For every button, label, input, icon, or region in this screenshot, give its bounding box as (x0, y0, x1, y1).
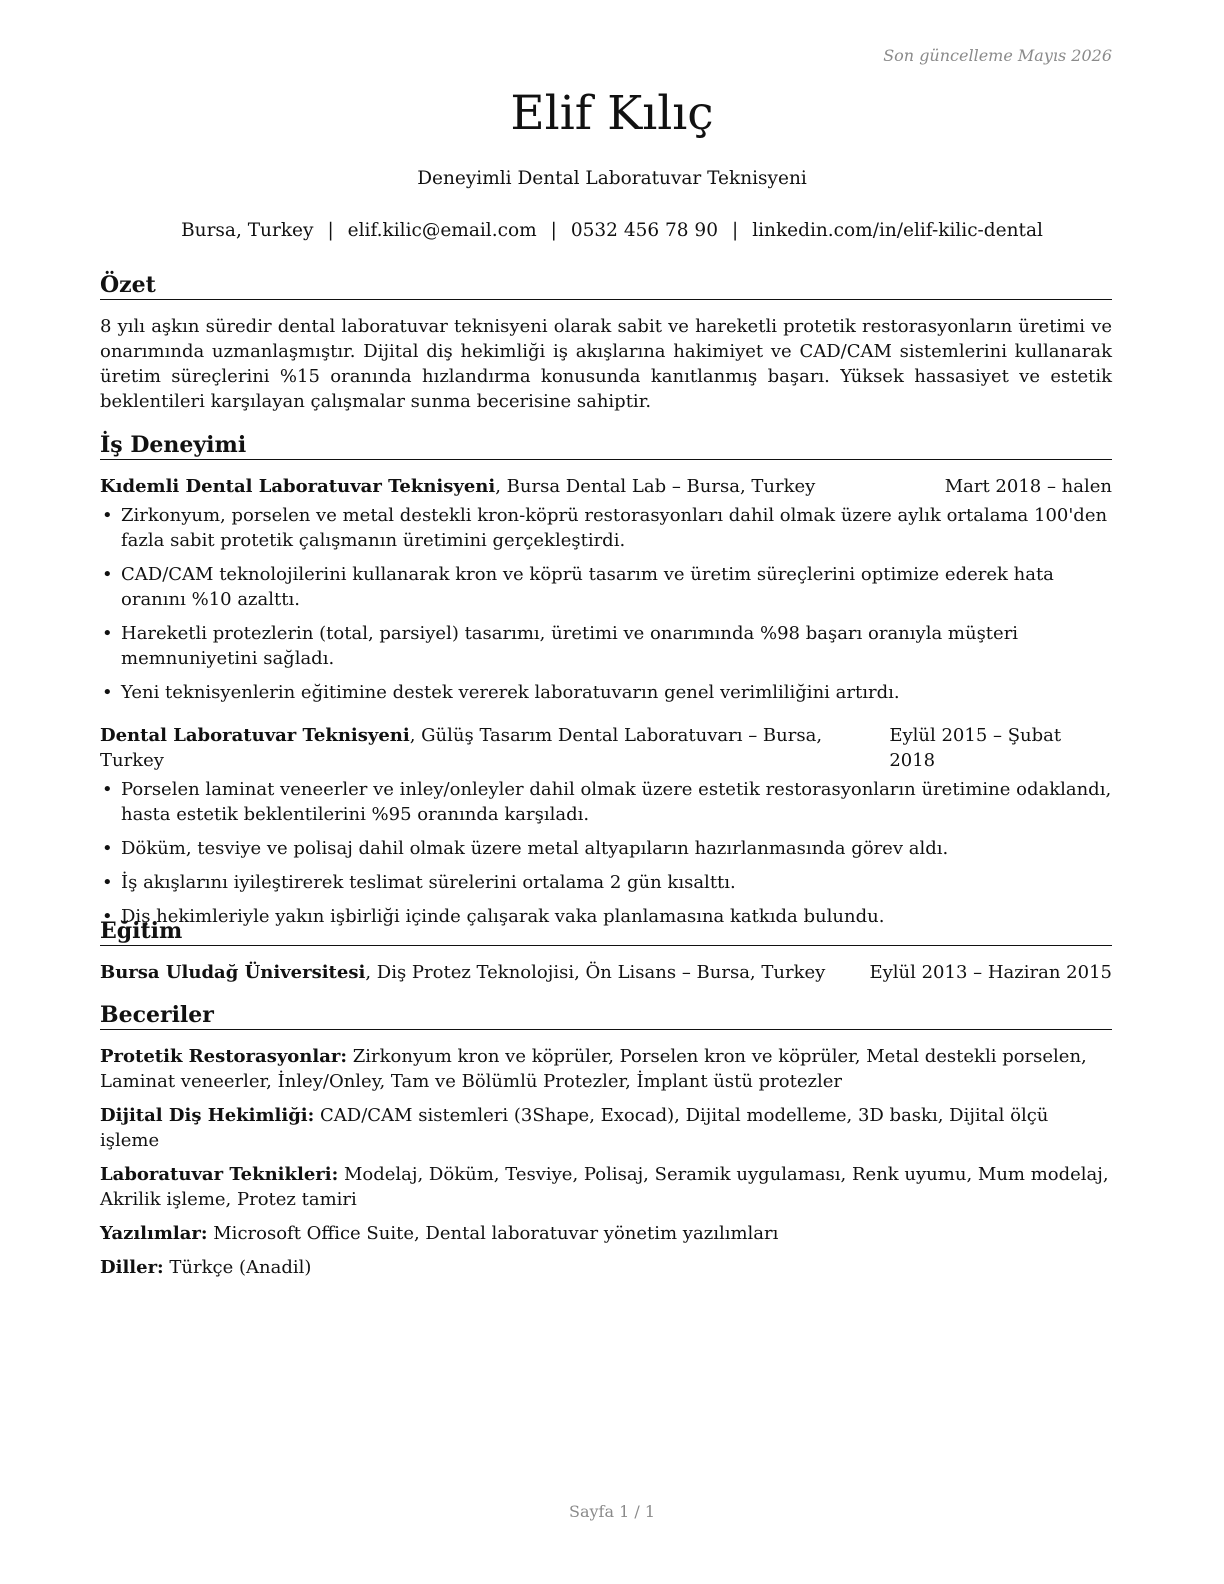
phone: 0532 456 78 90 (570, 220, 718, 241)
list-item: • Zirkonyum, porselen ve metal destekli kron-köprü restorasyonları dahil olmak üzere aylık ortalama 100'den fazla sabit protetik çalışmanın üretimini gerçekleştirdi. (100, 503, 1112, 553)
skill-label: Diller: (100, 1257, 164, 1278)
candidate-name: Elif Kılıç (510, 86, 714, 141)
skill-row (100, 1044, 1112, 1094)
summary-text: 8 yılı aşkın süredir dental laboratuvar teknisyeni olarak sabit ve hareketli protetik restorasyonların üretimi ve onarımında uzmanlaşmıştır. Dijital diş hekimliği iş akışlarına hakimiyet ve CAD/CAM sistemlerini kullanarak üretim süreçlerini %15 oranında hızlandırma konusunda kanıtlanmış başarı. Yüksek hassasiyet ve estetik beklentileri karşılayan çalışmalar sunma becerisine sahiptir. (100, 316, 1112, 412)
skill-value: Modelaj, Döküm, Tesviye, Polisaj, Seramik uygulaması, Renk uyumu, Mum modelaj, Akrilik işleme, Protez tamiri (100, 1164, 1109, 1210)
skill-row (100, 1221, 1112, 1246)
education-detail: , Diş Protez Teknolojisi, Ön Lisans – Bursa, Turkey (365, 962, 826, 983)
skill-value: CAD/CAM sistemleri (3Shape, Exocad), Dijital modelleme, 3D baskı, Dijital ölçü işleme (100, 1105, 1049, 1151)
list-item: • Döküm, tesviye ve polisaj dahil olmak üzere metal altyapıların hazırlanmasında görev aldı. (100, 836, 1112, 861)
job-bullets (100, 503, 1112, 705)
education-section (100, 918, 1112, 985)
education-dates: Eylül 2013 – Haziran 2015 (869, 962, 1112, 983)
list-item: • CAD/CAM teknolojilerini kullanarak kron ve köprü tasarım ve üretim süreçlerini optimize ederek hata oranını %10 azalttı. (100, 562, 1112, 612)
summary-section (100, 272, 1112, 414)
list-item: • Yeni teknisyenlerin eğitimine destek vererek laboratuvarın genel verimliliğini artırdı. (100, 680, 1112, 705)
last-updated: Son güncelleme Mayıs 2026 (883, 46, 1112, 65)
skill-row (100, 1103, 1112, 1153)
job-company: , Bursa Dental Lab – Bursa, Turkey (495, 476, 816, 497)
email-link[interactable]: elif.kilic@email.com (347, 220, 537, 241)
job-role: Dental Laboratuvar Teknisyeni (100, 725, 410, 746)
section-heading: Eğitim (100, 918, 1112, 946)
job-entry (100, 723, 1112, 929)
separator: | (731, 220, 739, 241)
contact-line (0, 220, 1224, 241)
section-heading: Özet (100, 272, 1112, 300)
section-heading: İş Deneyimi (100, 432, 1112, 460)
list-item: • İş akışlarını iyileştirerek teslimat sürelerini ortalama 2 gün kısalttı. (100, 870, 1112, 895)
job-entry (100, 474, 1112, 705)
job-role: Kıdemli Dental Laboratuvar Teknisyeni (100, 476, 496, 497)
school-name: Bursa Uludağ Üniversitesi (100, 962, 366, 983)
skill-label: Laboratuvar Teknikleri: (100, 1164, 339, 1185)
job-header (100, 474, 1112, 499)
skill-label: Yazılımlar: (100, 1223, 208, 1244)
separator: | (550, 220, 557, 241)
job-company: , Gülüş Tasarım Dental Laboratuvarı – Bursa, Turkey (100, 725, 823, 771)
skill-label: Protetik Restorasyonlar: (100, 1046, 348, 1067)
list-item: • Porselen laminat veneerler ve inley/onleyler dahil olmak üzere estetik restorasyonların üretimine odaklandı, hasta estetik beklentilerini %95 oranında karşıladı. (100, 777, 1112, 827)
education-entry (100, 960, 1112, 985)
skill-row (100, 1162, 1112, 1212)
list-item: • Hareketli protezlerin (total, parsiyel) tasarımı, üretimi ve onarımında %98 başarı oranıyla müşteri memnuniyetini sağladı. (100, 621, 1112, 671)
skill-label: Dijital Diş Hekimliği: (100, 1105, 315, 1126)
skill-value: Microsoft Office Suite, Dental laboratuvar yönetim yazılımları (207, 1223, 779, 1244)
candidate-title: Deneyimli Dental Laboratuvar Teknisyeni (417, 168, 807, 189)
location: Bursa, Turkey (181, 220, 314, 241)
skill-row (100, 1255, 1112, 1280)
skills-section (100, 1002, 1112, 1289)
job-header (100, 723, 1112, 773)
job-dates: Mart 2018 – halen (944, 476, 1112, 497)
section-heading: Beceriler (100, 1002, 1112, 1030)
page-number: Sayfa 1 / 1 (568, 1502, 655, 1521)
experience-section (100, 432, 1112, 938)
job-bullets (100, 777, 1112, 929)
linkedin-link[interactable]: linkedin.com/in/elif-kilic-dental (752, 220, 1043, 241)
skill-value: Zirkonyum kron ve köprüler, Porselen kron ve köprüler, Metal destekli porselen, Laminat veneerler, İnley/Onley, Tam ve Bölümlü Protezler, İmplant üstü protezler (100, 1046, 1087, 1092)
skill-value: Türkçe (Anadil) (163, 1257, 312, 1278)
list-item: • Diş hekimleriyle yakın işbirliği içinde çalışarak vaka planlamasına katkıda bulundu. (100, 904, 1112, 929)
separator: | (327, 220, 334, 241)
job-dates: Eylül 2015 – Şubat 2018 (889, 725, 1062, 771)
